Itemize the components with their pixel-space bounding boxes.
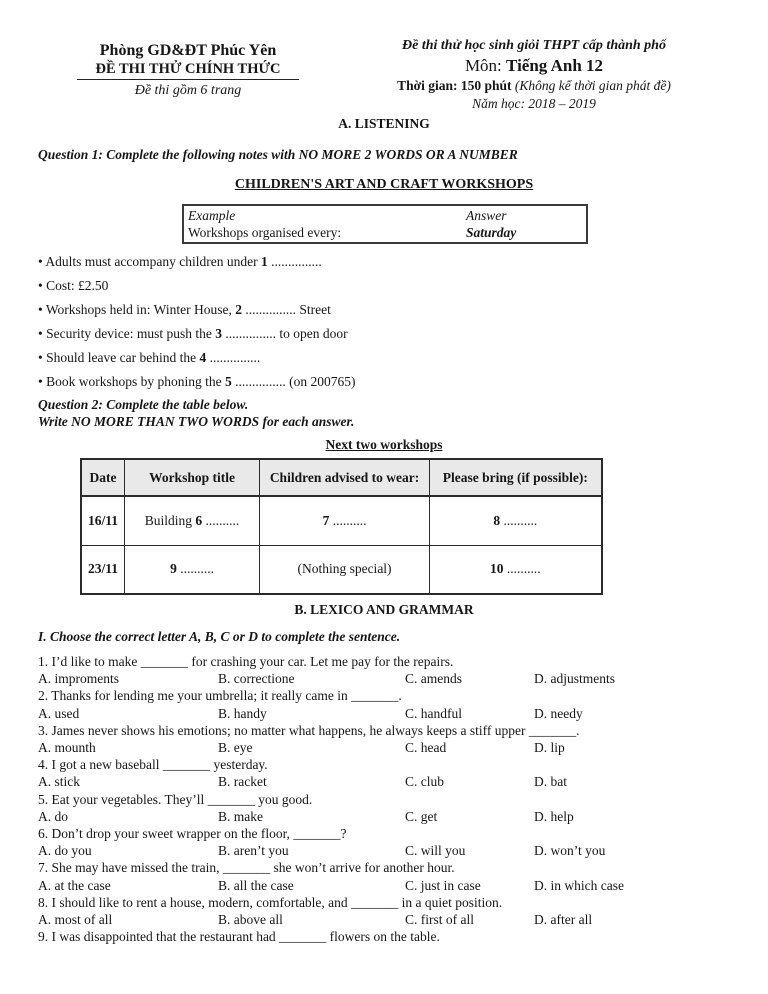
- options-row: [38, 773, 730, 790]
- option-a: A. do: [38, 808, 68, 824]
- note-blank: ............... Street: [241, 302, 331, 317]
- bullet-marker: •: [38, 326, 43, 341]
- blank-number: 3: [215, 326, 222, 341]
- blank-number: 6: [195, 512, 203, 528]
- question-stem: 2. Thanks for lending me your umbrella; it really came in _______.: [38, 688, 402, 704]
- options-row: [38, 911, 730, 928]
- option-b: B. eye: [218, 740, 253, 756]
- option-b: B. aren’t you: [218, 843, 289, 859]
- option-c: C. handful: [405, 705, 462, 721]
- exam-header: [38, 36, 730, 113]
- question2-instruction-1: Question 2: Complete the table below.: [38, 397, 249, 412]
- option-b: B. above all: [218, 912, 283, 928]
- option-c: C. head: [405, 740, 447, 756]
- option-b: B. correctione: [218, 671, 295, 687]
- date-cell: 16/11: [81, 496, 125, 545]
- question-stem: 1. I’d like to make _______ for crashing your car. Let me pay for the repairs.: [38, 654, 454, 669]
- blank-number: 8: [493, 512, 501, 528]
- answer-label: Answer: [466, 208, 507, 223]
- option-c: C. amends: [405, 671, 462, 687]
- blank-number: 4: [199, 350, 207, 365]
- bullet-marker: •: [38, 302, 43, 317]
- subject-label: Môn:: [464, 56, 507, 75]
- options-row: [38, 705, 730, 722]
- workshops-table: [80, 458, 603, 595]
- bullet-marker: •: [38, 350, 43, 365]
- option-a: A. do you: [38, 843, 92, 859]
- example-answer: Saturday: [466, 225, 517, 240]
- option-b: B. make: [218, 808, 263, 824]
- workshop-cell: [125, 496, 260, 545]
- option-a: A. at the case: [38, 877, 111, 893]
- bullet-marker: •: [38, 278, 43, 293]
- subject-line: [338, 55, 730, 77]
- option-a: A. most of all: [38, 912, 113, 928]
- option-a: A. used: [38, 705, 80, 721]
- option-d: D. needy: [534, 705, 583, 721]
- bring-cell: [430, 496, 602, 545]
- note-blank: ............... to open door: [221, 326, 348, 341]
- question1-instruction: Question 1: Complete the following notes with NO MORE 2 WORDS OR A NUMBER: [38, 147, 518, 162]
- option-d: D. lip: [534, 740, 565, 756]
- exam-type: ĐỀ THI THỬ CHÍNH THỨC: [95, 61, 281, 77]
- note-item: [38, 277, 730, 294]
- note-blank: ...............: [206, 350, 261, 365]
- lexico-questions: [38, 653, 730, 945]
- option-c: C. first of all: [405, 912, 474, 928]
- header-divider: [77, 79, 299, 80]
- note-blank: ...............: [267, 254, 322, 269]
- bullet-marker: •: [38, 374, 43, 389]
- note-text: Security device: must push the: [46, 326, 216, 341]
- blank-number: 7: [322, 512, 330, 528]
- school-name: Phòng GD&ĐT Phúc Yên: [99, 42, 277, 59]
- note-item: [38, 349, 730, 366]
- wear-cell: [260, 545, 430, 594]
- option-b: B. racket: [218, 774, 267, 790]
- column-header-bring: Please bring (if possible):: [430, 459, 602, 496]
- note-item: [38, 325, 730, 342]
- bring-cell: [430, 545, 602, 594]
- subject-value: Tiếng Anh 12: [506, 56, 604, 75]
- cell-blank: ..........: [329, 512, 367, 528]
- example-text: Workshops organised every:: [188, 225, 342, 240]
- blank-number: 9: [170, 561, 177, 577]
- column-header-title: Workshop title: [125, 459, 260, 496]
- option-d: D. help: [534, 808, 574, 824]
- blank-number: 10: [489, 561, 504, 577]
- note-item: [38, 373, 730, 390]
- question-stem: 3. James never shows his emotions; no matter what happens, he always keeps a stiff upper _______.: [38, 722, 580, 738]
- options-row: [38, 670, 730, 687]
- example-value-row: [188, 224, 582, 241]
- note-text: Workshops held in: Winter House,: [45, 302, 236, 317]
- option-c: C. will you: [405, 843, 466, 859]
- bullet-marker: •: [38, 254, 43, 269]
- note-text: Adults must accompany children under: [45, 254, 261, 269]
- cell-blank: ..........: [202, 512, 240, 528]
- exam-title: Đề thi thử học sinh giỏi THPT cấp thành phố: [402, 38, 666, 53]
- cell-blank: ..........: [176, 561, 214, 577]
- question2-instruction-2: Write NO MORE THAN TWO WORDS for each answer.: [38, 413, 355, 429]
- section-a-title: A. LISTENING: [338, 116, 430, 131]
- option-c: C. club: [405, 774, 444, 790]
- option-c: C. get: [405, 808, 438, 824]
- column-header-date: Date: [81, 459, 125, 496]
- options-row: [38, 739, 730, 756]
- question-stem: 6. Don’t drop your sweet wrapper on the floor, _______?: [38, 826, 347, 842]
- question-stem: 9. I was disappointed that the restaurant had _______ flowers on the table.: [38, 929, 440, 945]
- cell-blank: ..........: [500, 512, 538, 528]
- option-d: D. in which case: [534, 877, 624, 893]
- workshop-cell: [125, 545, 260, 594]
- option-d: D. after all: [534, 912, 593, 928]
- header-right-block: [338, 36, 730, 113]
- duration-value: Thời gian: 150 phút: [397, 78, 515, 93]
- duration-note: (Không kể thời gian phát đề): [514, 78, 671, 93]
- example-header-row: [188, 207, 582, 224]
- option-d: D. adjustments: [534, 671, 615, 687]
- option-d: D. bat: [534, 774, 567, 790]
- options-row: [38, 842, 730, 859]
- table-row: [81, 545, 602, 594]
- option-c: C. just in case: [405, 877, 481, 893]
- option-d: D. won’t you: [534, 843, 606, 859]
- cell-text: Building: [144, 512, 196, 528]
- table-row: [81, 496, 602, 545]
- header-left-block: [38, 36, 338, 113]
- note-item: [38, 301, 730, 318]
- note-blank: ............... (on 200765): [231, 374, 356, 389]
- blank-number: 2: [235, 302, 242, 317]
- wear-cell: [260, 496, 430, 545]
- note-text: Should leave car behind the: [46, 350, 200, 365]
- section-b-title: B. LEXICO AND GRAMMAR: [294, 602, 474, 617]
- option-a: A. improments: [38, 671, 119, 687]
- cell-blank: ..........: [503, 561, 541, 577]
- blank-number: 5: [224, 374, 232, 389]
- blank-number: 1: [260, 254, 268, 269]
- table-header-row: [81, 459, 602, 496]
- school-year: Năm học: 2018 – 2019: [472, 96, 596, 111]
- example-box: [182, 204, 588, 244]
- listening-notes: [38, 253, 730, 390]
- part1-instruction: I. Choose the correct letter A, B, C or D to complete the sentence.: [38, 629, 401, 644]
- option-a: A. mounth: [38, 740, 96, 756]
- note-item: [38, 253, 730, 270]
- cell-text: (Nothing special): [297, 561, 392, 577]
- question-stem: 4. I got a new baseball _______ yesterday.: [38, 757, 268, 773]
- page-count-note: Đề thi gồm 6 trang: [134, 83, 242, 98]
- question-stem: 5. Eat your vegetables. They’ll _______ you good.: [38, 791, 313, 807]
- date-cell: 23/11: [81, 545, 125, 594]
- options-row: [38, 808, 730, 825]
- option-b: B. all the case: [218, 877, 294, 893]
- example-label: Example: [188, 208, 236, 223]
- column-header-wear: Children advised to wear:: [260, 459, 430, 496]
- option-b: B. handy: [218, 705, 267, 721]
- workshops-table-title: Next two workshops: [325, 437, 443, 452]
- note-text: Cost: £2.50: [46, 278, 109, 293]
- option-a: A. stick: [38, 774, 80, 790]
- duration-line: [338, 77, 730, 95]
- question-stem: 7. She may have missed the train, _______ she won’t arrive for another hour.: [38, 860, 455, 876]
- note-text: Book workshops by phoning the: [46, 374, 225, 389]
- workshops-title: CHILDREN'S ART AND CRAFT WORKSHOPS: [234, 177, 534, 192]
- question-stem: 8. I should like to rent a house, modern, comfortable, and _______ in a quiet position.: [38, 894, 503, 910]
- options-row: [38, 877, 730, 894]
